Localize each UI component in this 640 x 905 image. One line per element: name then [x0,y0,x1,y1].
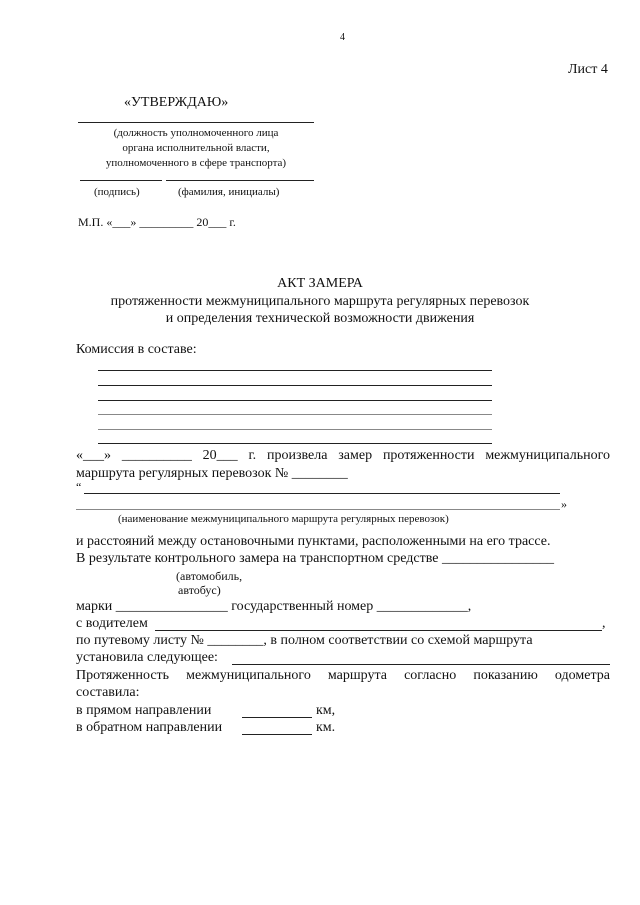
stamp-date-line: М.П. «___» _________ 20___ г. [78,215,236,229]
forward-km-unit: км, [316,703,336,718]
date-line-word: __________ [121,448,192,463]
route-name-line-1 [84,493,560,494]
signature-caption: (подпись) [94,186,140,198]
position-caption-line: (должность уполномоченного лица [113,127,279,139]
name-line [166,180,314,181]
vehicle-caption-2: автобус) [178,583,221,597]
position-caption [78,126,314,171]
length-line [76,668,610,684]
act-subtitle-1: протяженности межмуниципального маршрута регулярных перевозок [110,294,530,309]
date-line-word: произвела [266,448,328,463]
established-line [232,664,610,665]
driver-label: с водителем [76,616,148,631]
length-line-word: Протяженность [76,668,170,683]
forward-direction-label: в прямом направлении [76,703,212,718]
sheet-label: Лист 4 [568,62,608,77]
approval-title: «УТВЕРЖДАЮ» [124,95,229,110]
page-number: 4 [340,32,345,43]
name-caption: (фамилия, инициалы) [178,186,280,198]
control-measure-line: В результате контрольного замера на транспортном средстве ________________ [76,551,554,566]
member-line [98,400,492,401]
established-label: установила следующее: [76,650,218,665]
brand-number-line: марки ________________ государственный номер _____________, [76,599,472,614]
reverse-km-unit: км. [316,720,336,735]
commission-label: Комиссия в составе: [76,342,197,357]
act-title: АКТ ЗАМЕРА [277,276,363,291]
signature-line [80,180,162,181]
open-quote: “ [76,480,82,494]
length-line-word: согласно [404,668,457,683]
reverse-direction-label: в обратном направлении [76,720,223,735]
close-quote: » [561,497,567,511]
length-line-word: межмуниципального [186,668,311,683]
driver-comma: , [602,616,606,631]
position-line [78,122,314,123]
forward-km-line [242,717,312,718]
date-line-word: г. [248,448,257,463]
length-line-word: маршрута [327,668,387,683]
date-line-word: межмуниципального [485,448,610,463]
composed-label: составила: [76,685,140,700]
waybill-line: по путевому листу № ________, в полном соответствии со схемой маршрута [76,633,533,648]
length-line-word: одометра [554,668,610,683]
vehicle-caption-1: (автомобиль, [176,569,243,583]
driver-line [155,630,602,631]
member-line [98,429,492,430]
member-line [98,385,492,386]
date-line-word: протяженности [382,448,475,463]
reverse-km-line [242,734,312,735]
date-line-word: 20___ [202,448,238,463]
length-line-word: показанию [473,668,538,683]
route-number-line: маршрута регулярных перевозок № ________ [76,466,348,481]
distance-line: и расстояний между остановочными пунктами, расположенными на его трассе. [76,534,551,549]
member-line [98,414,492,415]
position-caption-line: уполномоченного в сфере транспорта) [105,157,287,169]
date-line-word: замер [338,448,373,463]
measurement-date-line [76,448,610,464]
position-caption-line: органа исполнительной власти, [122,142,270,154]
member-line [98,370,492,371]
route-name-caption: (наименование межмуниципального маршрута регулярных перевозок) [118,513,449,525]
act-subtitle-2: и определения технической возможности движения [165,311,475,326]
date-line-word: «___» [76,448,111,463]
route-name-line-2 [76,509,560,510]
member-line [98,443,492,444]
